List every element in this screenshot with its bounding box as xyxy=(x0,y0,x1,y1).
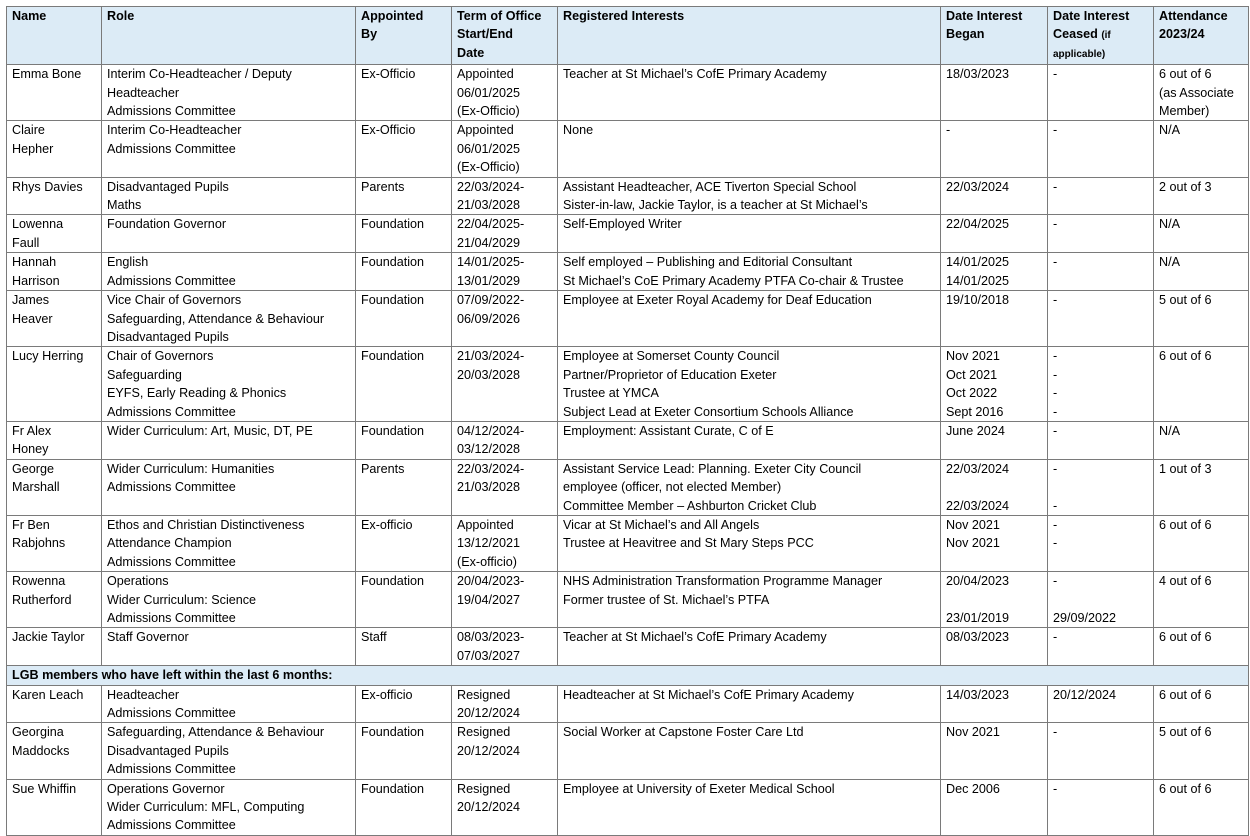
member-term: Appointed 06/01/2025 (Ex-Officio) xyxy=(452,65,558,121)
member-appointed-by: Ex-Officio xyxy=(356,121,452,177)
table-row xyxy=(7,723,1249,779)
member-role: Wider Curriculum: Humanities Admissions Committee xyxy=(102,459,356,515)
interest-ceased: - - - - xyxy=(1048,347,1154,422)
table-row xyxy=(7,215,1249,253)
member-appointed-by: Foundation xyxy=(356,215,452,253)
member-interests: NHS Administration Transformation Programme Manager Former trustee of St. Michael’s PTFA xyxy=(558,572,941,628)
member-attendance: 5 out of 6 xyxy=(1154,723,1249,779)
member-term: 22/03/2024- 21/03/2028 xyxy=(452,459,558,515)
header-term: Term of Office Start/End Date xyxy=(452,7,558,65)
member-appointed-by: Foundation xyxy=(356,421,452,459)
interest-began: Dec 2006 xyxy=(941,779,1048,835)
member-term: 08/03/2023- 07/03/2027 xyxy=(452,628,558,666)
member-interests: Employee at Somerset County Council Partner/Proprietor of Education Exeter Trustee at YMCA Subject Lead at Exeter Consortium Schools Alliance xyxy=(558,347,941,422)
table-row xyxy=(7,65,1249,121)
member-name: Emma Bone xyxy=(7,65,102,121)
interest-ceased: 20/12/2024 xyxy=(1048,685,1154,723)
section-label: LGB members who have left within the last 6 months: xyxy=(7,666,1249,685)
table-row xyxy=(7,421,1249,459)
member-attendance: 6 out of 6 xyxy=(1154,779,1249,835)
member-attendance: 6 out of 6 xyxy=(1154,628,1249,666)
member-name: Claire Hepher xyxy=(7,121,102,177)
table-row xyxy=(7,347,1249,422)
interest-ceased: - xyxy=(1048,291,1154,347)
member-term: Resigned 20/12/2024 xyxy=(452,723,558,779)
member-interests: Employee at University of Exeter Medical School xyxy=(558,779,941,835)
member-term: 07/09/2022- 06/09/2026 xyxy=(452,291,558,347)
member-appointed-by: Foundation xyxy=(356,253,452,291)
member-term: 21/03/2024- 20/03/2028 xyxy=(452,347,558,422)
member-role: Operations Wider Curriculum: Science Admissions Committee xyxy=(102,572,356,628)
header-appointed-by: Appointed By xyxy=(356,7,452,65)
member-interests: Vicar at St Michael’s and All Angels Trustee at Heavitree and St Mary Steps PCC xyxy=(558,515,941,571)
interest-began: 19/10/2018 xyxy=(941,291,1048,347)
interest-began: 22/03/2024 xyxy=(941,177,1048,215)
member-term: 22/04/2025- 21/04/2029 xyxy=(452,215,558,253)
member-role: Disadvantaged Pupils Maths xyxy=(102,177,356,215)
member-appointed-by: Parents xyxy=(356,177,452,215)
interest-began: June 2024 xyxy=(941,421,1048,459)
member-term: Resigned 20/12/2024 xyxy=(452,685,558,723)
current-members xyxy=(7,65,1249,666)
member-name: Lucy Herring xyxy=(7,347,102,422)
interest-began: Nov 2021 Oct 2021 Oct 2022 Sept 2016 xyxy=(941,347,1048,422)
member-term: Resigned 20/12/2024 xyxy=(452,779,558,835)
member-term: Appointed 06/01/2025 (Ex-Officio) xyxy=(452,121,558,177)
member-term: 20/04/2023- 19/04/2027 xyxy=(452,572,558,628)
table-row xyxy=(7,779,1249,835)
member-attendance: 5 out of 6 xyxy=(1154,291,1249,347)
member-role: Safeguarding, Attendance & Behaviour Disadvantaged Pupils Admissions Committee xyxy=(102,723,356,779)
member-attendance: N/A xyxy=(1154,215,1249,253)
header-ceased: Date Interest Ceased (if applicable) xyxy=(1048,7,1154,65)
member-interests: Teacher at St Michael’s CofE Primary Academy xyxy=(558,65,941,121)
interest-ceased: - - xyxy=(1048,459,1154,515)
member-role: Operations Governor Wider Curriculum: MFL, Computing Admissions Committee xyxy=(102,779,356,835)
interest-ceased: - 29/09/2022 xyxy=(1048,572,1154,628)
member-interests: Social Worker at Capstone Foster Care Ltd xyxy=(558,723,941,779)
member-interests: Assistant Service Lead: Planning. Exeter City Council employee (officer, not elected Member) Committee Member – Ashburton Cricket Club xyxy=(558,459,941,515)
member-name: Karen Leach xyxy=(7,685,102,723)
member-attendance: 1 out of 3 xyxy=(1154,459,1249,515)
member-appointed-by: Ex-officio xyxy=(356,685,452,723)
interest-ceased: - xyxy=(1048,421,1154,459)
governors-table xyxy=(6,6,1249,836)
interest-ceased: - xyxy=(1048,723,1154,779)
member-role: Wider Curriculum: Art, Music, DT, PE xyxy=(102,421,356,459)
interest-began: 22/04/2025 xyxy=(941,215,1048,253)
member-role: Headteacher Admissions Committee xyxy=(102,685,356,723)
header-name: Name xyxy=(7,7,102,65)
member-name: Hannah Harrison xyxy=(7,253,102,291)
interest-ceased: - xyxy=(1048,779,1154,835)
member-attendance: N/A xyxy=(1154,121,1249,177)
member-appointed-by: Foundation xyxy=(356,572,452,628)
interest-began: 20/04/2023 23/01/2019 xyxy=(941,572,1048,628)
table-row xyxy=(7,121,1249,177)
table-row xyxy=(7,459,1249,515)
member-attendance: 6 out of 6 xyxy=(1154,347,1249,422)
member-interests: Employee at Exeter Royal Academy for Deaf Education xyxy=(558,291,941,347)
member-attendance: 6 out of 6 (as Associate Member) xyxy=(1154,65,1249,121)
interest-ceased: - xyxy=(1048,253,1154,291)
member-name: James Heaver xyxy=(7,291,102,347)
interest-began: 14/03/2023 xyxy=(941,685,1048,723)
interest-ceased: - xyxy=(1048,215,1154,253)
member-attendance: N/A xyxy=(1154,421,1249,459)
member-interests: Headteacher at St Michael’s CofE Primary Academy xyxy=(558,685,941,723)
header-interests: Registered Interests xyxy=(558,7,941,65)
member-role: Staff Governor xyxy=(102,628,356,666)
member-interests: None xyxy=(558,121,941,177)
member-role: Foundation Governor xyxy=(102,215,356,253)
member-appointed-by: Staff xyxy=(356,628,452,666)
member-role: Interim Co-Headteacher / Deputy Headteacher Admissions Committee xyxy=(102,65,356,121)
member-name: Fr Ben Rabjohns xyxy=(7,515,102,571)
table-row xyxy=(7,253,1249,291)
member-role: Interim Co-Headteacher Admissions Committee xyxy=(102,121,356,177)
member-appointed-by: Foundation xyxy=(356,291,452,347)
member-name: Fr Alex Honey xyxy=(7,421,102,459)
member-appointed-by: Ex-officio xyxy=(356,515,452,571)
member-interests: Assistant Headteacher, ACE Tiverton Special School Sister-in-law, Jackie Taylor, is a teacher at St Michael’s xyxy=(558,177,941,215)
member-term: 14/01/2025- 13/01/2029 xyxy=(452,253,558,291)
member-name: Jackie Taylor xyxy=(7,628,102,666)
interest-ceased: - xyxy=(1048,121,1154,177)
member-role: English Admissions Committee xyxy=(102,253,356,291)
interest-began: 22/03/2024 22/03/2024 xyxy=(941,459,1048,515)
member-name: George Marshall xyxy=(7,459,102,515)
section-row xyxy=(7,666,1249,685)
left-members-section xyxy=(7,666,1249,685)
table-row xyxy=(7,177,1249,215)
member-role: Chair of Governors Safeguarding EYFS, Early Reading & Phonics Admissions Committee xyxy=(102,347,356,422)
interest-ceased: - xyxy=(1048,177,1154,215)
interest-ceased: - xyxy=(1048,65,1154,121)
interest-began: Nov 2021 xyxy=(941,723,1048,779)
header-attendance: Attendance 2023/24 xyxy=(1154,7,1249,65)
member-appointed-by: Foundation xyxy=(356,779,452,835)
member-appointed-by: Foundation xyxy=(356,347,452,422)
member-name: Lowenna Faull xyxy=(7,215,102,253)
member-interests: Teacher at St Michael’s CofE Primary Academy xyxy=(558,628,941,666)
member-name: Sue Whiffin xyxy=(7,779,102,835)
member-attendance: 4 out of 6 xyxy=(1154,572,1249,628)
member-appointed-by: Parents xyxy=(356,459,452,515)
interest-ceased: - - xyxy=(1048,515,1154,571)
member-appointed-by: Foundation xyxy=(356,723,452,779)
member-name: Rowenna Rutherford xyxy=(7,572,102,628)
left-members xyxy=(7,685,1249,835)
member-interests: Employment: Assistant Curate, C of E xyxy=(558,421,941,459)
member-name: Rhys Davies xyxy=(7,177,102,215)
interest-ceased: - xyxy=(1048,628,1154,666)
interest-began: 08/03/2023 xyxy=(941,628,1048,666)
header-row xyxy=(7,7,1249,65)
member-appointed-by: Ex-Officio xyxy=(356,65,452,121)
member-role: Vice Chair of Governors Safeguarding, Attendance & Behaviour Disadvantaged Pupils xyxy=(102,291,356,347)
table-row xyxy=(7,291,1249,347)
header-began: Date Interest Began xyxy=(941,7,1048,65)
member-attendance: 2 out of 3 xyxy=(1154,177,1249,215)
member-name: Georgina Maddocks xyxy=(7,723,102,779)
member-term: Appointed 13/12/2021 (Ex-officio) xyxy=(452,515,558,571)
interest-began: 14/01/2025 14/01/2025 xyxy=(941,253,1048,291)
table-row xyxy=(7,572,1249,628)
member-interests: Self employed – Publishing and Editorial Consultant St Michael’s CoE Primary Academy PTFA Co-chair & Trustee xyxy=(558,253,941,291)
member-term: 22/03/2024- 21/03/2028 xyxy=(452,177,558,215)
member-interests: Self-Employed Writer xyxy=(558,215,941,253)
member-term: 04/12/2024- 03/12/2028 xyxy=(452,421,558,459)
interest-began: - xyxy=(941,121,1048,177)
member-attendance: 6 out of 6 xyxy=(1154,685,1249,723)
header-role: Role xyxy=(102,7,356,65)
member-attendance: 6 out of 6 xyxy=(1154,515,1249,571)
table-row xyxy=(7,515,1249,571)
table-row xyxy=(7,628,1249,666)
member-attendance: N/A xyxy=(1154,253,1249,291)
interest-began: 18/03/2023 xyxy=(941,65,1048,121)
table-row xyxy=(7,685,1249,723)
member-role: Ethos and Christian Distinctiveness Attendance Champion Admissions Committee xyxy=(102,515,356,571)
interest-began: Nov 2021 Nov 2021 xyxy=(941,515,1048,571)
